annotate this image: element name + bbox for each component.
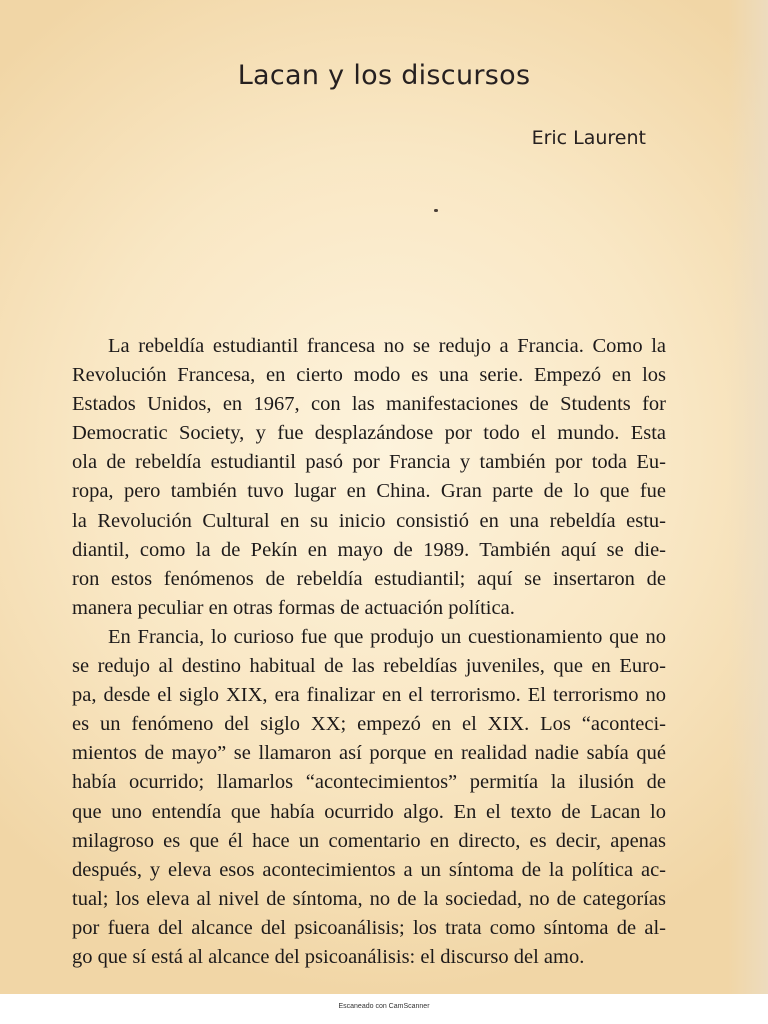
body-text [72,332,666,972]
text-line: Revolución Francesa, en cierto modo es una serie. Empezó en los [72,364,666,387]
text-line: Democratic Society, y fue desplazándose por todo el mundo. Esta [72,422,666,445]
text-line: después, y eleva esos acontecimientos a un síntoma de la política ac- [72,858,666,881]
text-line: por fuera del alcance del psicoanálisis; los trata como síntoma de al- [72,916,666,939]
text-line: se redujo al destino habitual de las rebeldías juveniles, que en Euro- [72,655,666,678]
text-line: milagroso es que él hace un comentario en directo, es decir, apenas [72,829,666,852]
text-line: es un fenómeno del siglo XX; empezó en el XIX. Los “aconteci- [72,713,666,736]
text-line: La rebeldía estudiantil francesa no se redujo a Francia. Como la [108,335,666,357]
text-line: manera peculiar en otras formas de actuación política. [72,596,515,619]
text-line: ron estos fenómenos de rebeldía estudiantil; aquí se insertaron de [72,567,666,590]
author-name: Eric Laurent [531,127,646,149]
text-line: go que sí está al alcance del psicoanálisis: el discurso del amo. [72,945,585,968]
text-line: ola de rebeldía estudiantil pasó por Francia y también por toda Eu- [72,451,666,474]
text-line: En Francia, lo curioso fue que produjo un cuestionamiento que no [108,625,666,648]
paragraph-2 [72,623,666,972]
paragraph-1 [72,332,666,623]
chapter-title: Lacan y los discursos [237,60,531,91]
text-line: ropa, pero también tuvo lugar en China. Gran parte de lo que fue [72,480,666,503]
text-line: que uno entendía que había ocurrido algo. En el texto de Lacan lo [72,800,666,823]
text-line: había ocurrido; llamarlos “acontecimientos” permitía la ilusión de [72,771,666,794]
scanner-watermark: Escaneado con CamScanner [338,1003,430,1010]
ink-speck [434,209,438,212]
text-line: mientos de mayo” se llamaron así porque en realidad nadie sabía qué [72,742,666,765]
text-line: tual; los eleva al nivel de síntoma, no de la sociedad, no de categorías [72,887,666,910]
text-line: la Revolución Cultural en su inicio consistió en una rebeldía estu- [72,509,666,532]
text-line: pa, desde el siglo XIX, era finalizar en el terrorismo. El terrorismo no [72,684,666,707]
text-line: Estados Unidos, en 1967, con las manifestaciones de Students for [72,393,666,416]
text-line: diantil, como la de Pekín en mayo de 1989. También aquí se die- [72,538,666,561]
